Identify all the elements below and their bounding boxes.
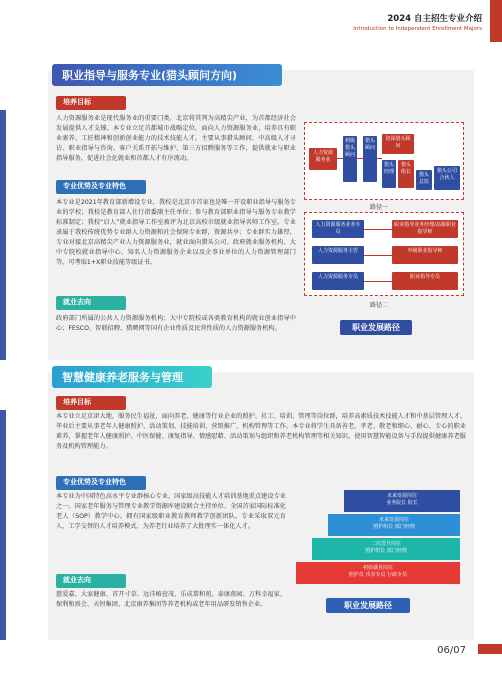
section2-feature-label: 专业优势及专业特色 xyxy=(56,476,146,490)
arrow xyxy=(377,158,382,159)
section1-goal-label: 培养目标 xyxy=(56,96,126,110)
node-headhunter-lead: 猎头组长 xyxy=(398,160,414,188)
section1-career-label: 就业去向 xyxy=(56,296,126,310)
stair-step-2-text: 照护组长 部门经理 xyxy=(365,548,407,554)
stair-step-1-text: 照护员 乐享专员 行政专员 xyxy=(348,572,408,578)
node-hr-service-staff: 人力资源服务专员 xyxy=(312,272,364,290)
node-hr-industry: 人力资源服务业 xyxy=(309,148,337,170)
node-career-guidance-manager: 职业指导业务经理/高级职业指导师 xyxy=(392,220,458,238)
section2-career-label: 就业去向 xyxy=(56,574,126,588)
page-header xyxy=(0,0,502,60)
node-mid-career-guide: 中级职业指导师 xyxy=(392,246,458,264)
arrow xyxy=(364,281,392,282)
section1-career-text: 政府部门所属的公共人力资源服务机构；大中专院校或各类教育机构的就业创业指导中心；FESCO、智联招聘、猎聘网等国有企业性质及民营性质的人力资源服务机构。 xyxy=(56,315,296,332)
stair-step-1 xyxy=(296,562,460,584)
node-headhunter-manager: 猎头经理 xyxy=(382,160,396,188)
stair-step-3-title: 未来发展岗位 xyxy=(378,517,409,523)
page-number: 06/07 xyxy=(437,645,466,656)
stair-step-1-title: 初始就业岗位 xyxy=(362,565,393,571)
section1-title: 职业指导与服务专业(猎头顾问方向) xyxy=(52,64,282,86)
section1-goal-text: 人力资源服务业是现代服务业的重要门类，北京将其列为高精尖产业，为首都经济社会发展提供人才支撑。本专业立足首都城市战略定位，面向人力资源服务业，培养具有职业素养、工匠精神和创新创业能力的技术技能人才。主要从事猎头顾问、中高级人才寻访、职业指导与咨询、客户关系开拓与维护、第三方招聘服务等工作，提供就业与职业指导服务，促进社会化就业和首都人才有序流动。 xyxy=(56,115,296,162)
node-hr-service-specialist: 人力资源服务业务专员 xyxy=(312,220,364,238)
arrow xyxy=(364,229,392,230)
stair-step-2-title: 二次晋升岗位 xyxy=(370,541,401,547)
node-headhunter-partner: 猎头公司合伙人 xyxy=(434,166,460,190)
node-senior-headhunter: 资深猎头顾问 xyxy=(382,134,414,154)
stair-step-4-text: 业务院长 院长 xyxy=(386,500,418,506)
header-title: 2024 自主招生专业介绍 xyxy=(387,14,482,24)
section2-feature-text: 本专业为中国特色高水平专业群核心专业、国家级高技能人才培训基地重点建设专业之一。国家老年服务与管理专业教学资源库建设联合主持单位、全国首家国际标准化老人（SOP）教学中心。拥有国家级职业教育教师教学创新团队。专业采取双元育人、工学交替的人才培养模式，为养老行业培养了大批理实一体化人才。 xyxy=(56,493,286,530)
header-accent-bar xyxy=(490,0,502,42)
node-headhunter: 猎头顾问 xyxy=(363,136,377,182)
node-junior-headhunter: 初级猎头顾问 xyxy=(343,136,357,182)
node-headhunter-director: 猎头总监 xyxy=(416,170,432,190)
left-accent-stripe xyxy=(0,110,6,360)
section1-feature-label: 专业优势及专业特色 xyxy=(56,180,146,194)
section2-goal-label: 培养目标 xyxy=(56,396,126,410)
section2-career-text: 慈爱嘉、大家健康、首开寸草、远洋椿萱茂、乐成恭和苑、泰康燕园、万科幸福家、保利和熹会、天恒集团、北京康养集团等养老机构或老年用品研发销售企业。 xyxy=(56,591,286,608)
stair-step-4-title: 未来发展岗位 xyxy=(386,493,417,499)
section2-title: 智慧健康养老服务与管理 xyxy=(52,366,212,388)
section1-feature-text: 本专业是2021年教育部新增设专业，我校是北京市首家也是唯一开设职业指导与服务专业的学校；我校是教育部人社行指委副主任单位；参与教育部职业指导与服务专业教学标准制定；我校“启人”就业指导工作室被评为北京高校市级就业指导名师工作室。专业隶属于我校传统优势专业群人力资源和社会保障专业群，资源共享；专业群实力雄厚，专业对接北京高精尖产业人力资源服务业，就业面向猎头公司、政府就业服务机构、大中专院校就业指导中心、知名人力资源服务企业以及企事业单位的人力资源管理部门等。可考取1+X职业技能等级证书。 xyxy=(56,199,296,266)
section1-career-path-label: 职业发展路径 xyxy=(340,320,412,335)
section2-career-path-label: 职业发展路径 xyxy=(326,598,410,613)
node-hr-service-supervisor: 人力资源服务主管 xyxy=(312,246,364,264)
left-accent-stripe xyxy=(0,410,6,640)
section2-goal-text: 本专业立足京津大地，服务民生福祉，面向养老、健康等行业企业的照护、社工、培训、管理等岗位群，培养高素质技术技能人才和中基层管理人才。毕业后主要从事老年人健康照护、活动策划、技能培训、营销推广、机构管理等工作。本专业将学生具备善老、孝老、敬老和细心、耐心、专心的职业素养，掌握老年人健康照护、中医保健、康复指导、情感慰藉、活动策划与组织和养老机构管理等相关知识，使用智慧智能设备与手段提供健康养老服务及机构管理能力。 xyxy=(56,413,466,450)
stair-step-3-text: 照护组长 部门经理 xyxy=(373,524,415,530)
stair-step-4 xyxy=(344,490,460,512)
stair-step-3 xyxy=(328,514,460,536)
header-subtitle: Introduction to Independent Enrollment Majors xyxy=(353,26,482,32)
path2-label: 路径二 xyxy=(370,302,389,309)
path1-label: 路径一 xyxy=(370,204,389,211)
node-career-guidance-staff: 职业指导专员 xyxy=(392,272,458,290)
arrow xyxy=(364,255,392,256)
footer-accent-bar xyxy=(478,644,502,654)
stair-step-2 xyxy=(312,538,460,560)
